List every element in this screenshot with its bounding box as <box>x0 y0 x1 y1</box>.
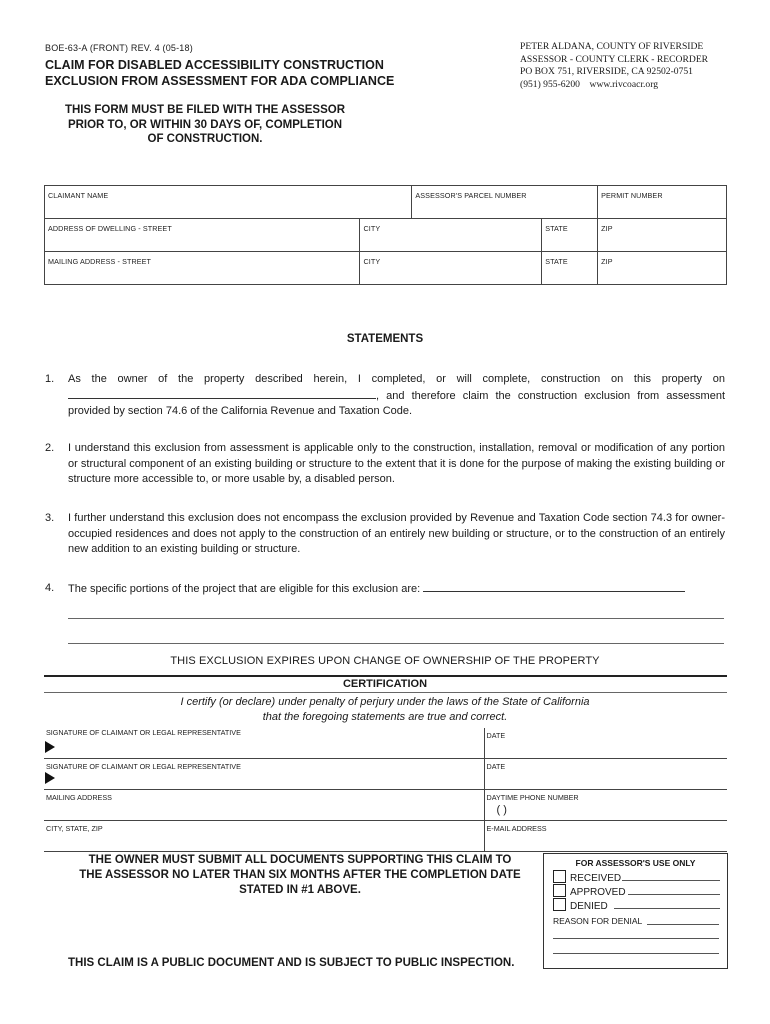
mailing-street-field[interactable]: MAILING ADDRESS - STREET <box>45 252 360 285</box>
certification-line2: that the foregoing statements are true and correct. <box>262 711 508 723</box>
received-row <box>553 870 621 884</box>
mailing-address-field[interactable]: MAILING ADDRESS <box>44 790 484 821</box>
eligible-portions-blank-2[interactable] <box>68 618 724 619</box>
statement-1-text-a: As the owner of the property described herein, I completed, or will complete, construction on this property on <box>68 373 725 385</box>
public-document-notice: THIS CLAIM IS A PUBLIC DOCUMENT AND IS SUBJECT TO PUBLIC INSPECTION. <box>68 957 515 969</box>
office-website: www.rivcoacr.org <box>589 78 659 90</box>
statement-4-text: The specific portions of the project that are eligible for this exclusion are: <box>68 583 421 595</box>
denied-checkbox[interactable] <box>553 898 566 911</box>
approved-checkbox[interactable] <box>553 884 566 897</box>
form-title-line2: EXCLUSION FROM ASSESSMENT FOR ADA COMPLIANCE <box>45 74 395 88</box>
approved-line[interactable] <box>628 894 720 895</box>
phone-area-code: ( ) <box>496 804 507 816</box>
signature-1-field[interactable]: SIGNATURE OF CLAIMANT OR LEGAL REPRESENTATIVE <box>44 728 484 759</box>
filing-deadline-notice <box>50 103 360 147</box>
statement-1-number: 1. <box>45 373 55 385</box>
eligible-portions-blank-1[interactable] <box>423 581 685 592</box>
statements-heading: STATEMENTS <box>346 333 424 345</box>
approved-row <box>553 884 626 898</box>
dwelling-street-field[interactable]: ADDRESS OF DWELLING - STREET <box>45 219 360 252</box>
owner-notice-line1: THE OWNER MUST SUBMIT ALL DOCUMENTS SUPPORTING THIS CLAIM TO <box>88 854 512 866</box>
form-title <box>45 57 425 89</box>
form-number: BOE-63-A (FRONT) REV. 4 (05-18) <box>45 43 193 53</box>
mailing-zip-field[interactable]: ZIP <box>598 252 727 285</box>
daytime-phone-field[interactable]: DAYTIME PHONE NUMBER ( ) <box>484 790 727 821</box>
assessor-use-box <box>543 853 728 969</box>
parcel-number-field[interactable]: ASSESSOR'S PARCEL NUMBER <box>412 186 598 219</box>
denied-row <box>553 898 608 912</box>
sign-here-arrow-icon <box>45 772 55 784</box>
filing-notice-line1: THIS FORM MUST BE FILED WITH THE ASSESSOR <box>64 104 346 116</box>
office-department: ASSESSOR - COUNTY CLERK - RECORDER <box>520 53 709 65</box>
expiration-notice: THIS EXCLUSION EXPIRES UPON CHANGE OF OWNERSHIP OF THE PROPERTY <box>170 655 600 667</box>
claimant-name-field[interactable]: CLAIMANT NAME <box>45 186 412 219</box>
assessor-use-heading: FOR ASSESSOR'S USE ONLY <box>575 858 696 868</box>
certification-rule-top <box>44 675 727 677</box>
denied-line[interactable] <box>614 908 720 909</box>
statement-2-text: I understand this exclusion from assessment is applicable only to the construction, installation, removal or modification of any portion or structural component of an existing building or structure to the extent that it is done for the purpose of making the existing building or structure more accessible to, or more usable by, a disabled person. <box>68 442 725 485</box>
office-address-block <box>520 41 708 91</box>
statement-2-number: 2. <box>45 442 55 454</box>
reason-line-2[interactable] <box>553 938 719 939</box>
claimant-info-table <box>44 185 727 285</box>
sign-here-arrow-icon <box>45 741 55 753</box>
city-state-zip-field[interactable]: CITY, STATE, ZIP <box>44 821 484 852</box>
reason-line-1[interactable] <box>647 924 719 925</box>
permit-number-field[interactable]: PERMIT NUMBER <box>598 186 727 219</box>
completion-date-blank[interactable] <box>68 388 376 399</box>
statement-4-number: 4. <box>45 582 55 594</box>
signature-table <box>44 728 727 852</box>
owner-notice-line2: THE ASSESSOR NO LATER THAN SIX MONTHS AFTER THE COMPLETION DATE <box>79 869 521 881</box>
approved-label: APPROVED <box>570 887 626 898</box>
received-label: RECEIVED <box>570 873 622 884</box>
office-po-box: PO BOX 751, RIVERSIDE, CA 92502-0751 <box>520 66 693 78</box>
received-line[interactable] <box>622 880 720 881</box>
statement-2 <box>45 441 725 488</box>
reason-for-denial-label: REASON FOR DENIAL <box>553 916 643 926</box>
certification-line1: I certify (or declare) under penalty of perjury under the laws of the State of California <box>180 696 590 708</box>
received-checkbox[interactable] <box>553 870 566 883</box>
statement-3-text: I further understand this exclusion does not encompass the exclusion provided by Revenue and Taxation Code section 74.3 for owner-occupied residences and does not apply to the construction of an entirely new building or structure, or to the construction of an entirely new addition to an existing building or structure. <box>68 512 725 555</box>
owner-submission-notice <box>60 853 540 898</box>
date-2-field[interactable]: DATE <box>484 759 727 790</box>
reason-line-3[interactable] <box>553 953 719 954</box>
statement-3 <box>45 511 725 558</box>
office-phone: (951) 955-6200 <box>520 78 580 90</box>
denied-label: DENIED <box>570 901 608 912</box>
statement-1 <box>45 372 725 420</box>
filing-notice-line3: OF CONSTRUCTION. <box>147 133 263 145</box>
office-contact <box>520 79 708 92</box>
statement-1-text-b: , and therefore claim the construction exclusion from assessment provided by section 74.6 of the California Revenue and Taxation Code. <box>68 389 725 417</box>
owner-notice-line3: STATED IN #1 ABOVE. <box>239 884 361 896</box>
office-name: PETER ALDANA, COUNTY OF RIVERSIDE <box>520 41 704 52</box>
eligible-portions-blank-3[interactable] <box>68 643 724 644</box>
mailing-state-field[interactable]: STATE <box>542 252 598 285</box>
filing-notice-line2: PRIOR TO, OR WITHIN 30 DAYS OF, COMPLETION <box>67 118 343 131</box>
statement-4 <box>45 581 725 598</box>
email-field[interactable]: E-MAIL ADDRESS <box>484 821 727 852</box>
date-1-field[interactable]: DATE <box>484 728 727 759</box>
signature-2-field[interactable]: SIGNATURE OF CLAIMANT OR LEGAL REPRESENTATIVE <box>44 759 484 790</box>
mailing-city-field[interactable]: CITY <box>360 252 542 285</box>
dwelling-state-field[interactable]: STATE <box>542 219 598 252</box>
certification-heading: CERTIFICATION <box>342 678 428 690</box>
dwelling-zip-field[interactable]: ZIP <box>598 219 727 252</box>
certification-statement <box>0 695 770 725</box>
form-title-line1: CLAIM FOR DISABLED ACCESSIBILITY CONSTRUCTION <box>45 58 384 72</box>
certification-rule-bottom <box>44 692 727 693</box>
dwelling-city-field[interactable]: CITY <box>360 219 542 252</box>
statement-3-number: 3. <box>45 512 55 524</box>
